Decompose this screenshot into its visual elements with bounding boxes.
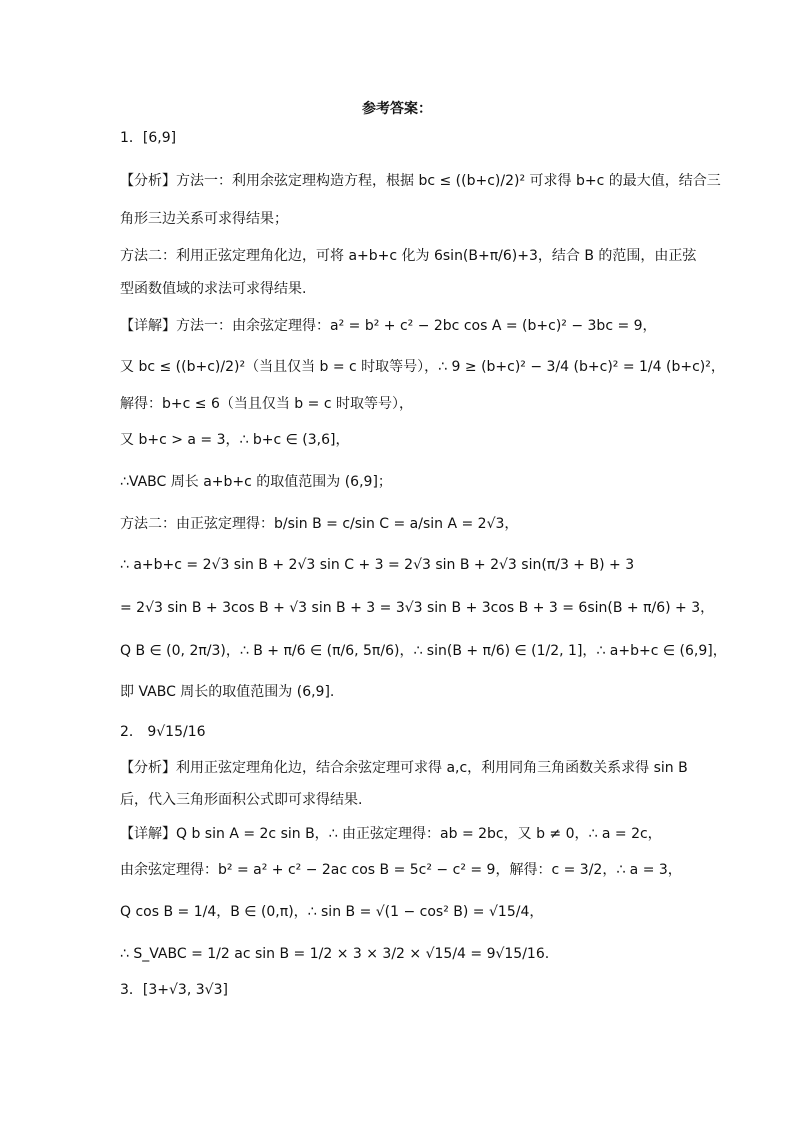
analysis-1-line-4: 型函数值域的求法可求得结果. — [120, 281, 307, 297]
analysis-1-line-3: 方法二：利用正弦定理角化边，可将 a+b+c 化为 6sin(B+π/6)+3，结合 B 的范围，由正弦 — [120, 248, 697, 264]
answer-3-header: 3．[3+√3, 3√3] — [120, 982, 228, 998]
detail-2-line-2: 由余弦定理得：b² = a² + c² − 2ac cos B = 5c² − c² = 9，解得：c = 3/2，∴ a = 3， — [120, 862, 682, 878]
page-title: 参考答案： — [362, 101, 432, 117]
detail-1-line-8: = 2√3 sin B + 3cos B + √3 sin B + 3 = 3√3 sin B + 3cos B + 3 = 6sin(B + π/6) + 3， — [120, 600, 715, 616]
analysis-1-line-1: 【分析】方法一：利用余弦定理构造方程，根据 bc ≤ ((b+c)/2)² 可求得 b+c 的最大值，结合三 — [120, 173, 721, 189]
detail-1-line-4: 又 b+c > a = 3，∴ b+c ∈ (3,6]， — [120, 432, 350, 448]
detail-1-line-9: Q B ∈ (0, 2π/3)，∴ B + π/6 ∈ (π/6, 5π/6)，∴ sin(B + π/6) ∈ (1/2, 1]，∴ a+b+c ∈ (6,9]， — [120, 643, 727, 659]
answer-1-header: 1．[6,9] — [120, 130, 177, 146]
detail-1-line-2: 又 bc ≤ ((b+c)/2)²（当且仅当 b = c 时取等号），∴ 9 ≥ (b+c)² − 3/4 (b+c)² = 1/4 (b+c)²， — [120, 359, 725, 375]
analysis-1-line-2: 角形三边关系可求得结果； — [120, 211, 288, 227]
answer-2-header: 2． 9√15/16 — [120, 724, 206, 740]
detail-1-line-7: ∴ a+b+c = 2√3 sin B + 2√3 sin C + 3 = 2√3 sin B + 2√3 sin(π/3 + B) + 3 — [120, 557, 635, 573]
detail-1-line-5: ∴VABC 周长 a+b+c 的取值范围为 (6,9]； — [120, 474, 392, 490]
detail-1-line-10: 即 VABC 周长的取值范围为 (6,9]. — [120, 684, 335, 700]
detail-2-line-4: ∴ S_VABC = 1/2 ac sin B = 1/2 × 3 × 3/2 × √15/4 = 9√15/16. — [120, 946, 550, 962]
analysis-2-line-1: 【分析】利用正弦定理角化边，结合余弦定理可求得 a,c，利用同角三角函数关系求得 sin B — [120, 760, 688, 776]
detail-2-line-3: Q cos B = 1/4，B ∈ (0,π)，∴ sin B = √(1 − cos² B) = √15/4， — [120, 904, 544, 920]
detail-1-line-3: 解得：b+c ≤ 6（当且仅当 b = c 时取等号）， — [120, 396, 413, 412]
detail-2-line-1: 【详解】Q b sin A = 2c sin B，∴ 由正弦定理得：ab = 2bc，又 b ≠ 0，∴ a = 2c， — [120, 826, 662, 842]
detail-1-line-6: 方法二：由正弦定理得：b/sin B = c/sin C = a/sin A = 2√3， — [120, 516, 519, 532]
detail-1-line-1: 【详解】方法一：由余弦定理得：a² = b² + c² − 2bc cos A = (b+c)² − 3bc = 9， — [120, 318, 657, 334]
analysis-2-line-2: 后，代入三角形面积公式即可求得结果. — [120, 792, 363, 808]
